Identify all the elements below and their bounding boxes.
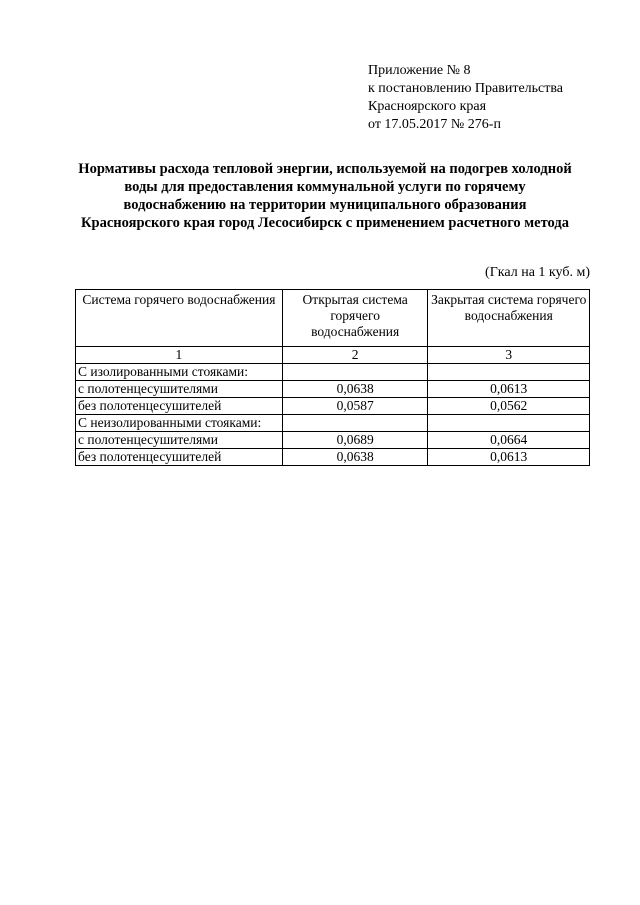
row-label: С изолированными стояками: (76, 364, 283, 381)
closed-value: 0,0664 (428, 432, 590, 449)
table-row (76, 432, 590, 449)
norms-table (75, 289, 590, 466)
row-label: С неизолированными стояками: (76, 415, 283, 432)
column-number: 1 (76, 347, 283, 364)
row-label: без полотенцесушителей (76, 449, 283, 466)
table-header-row (76, 290, 590, 347)
closed-value: 0,0613 (428, 381, 590, 398)
unit-label: (Гкал на 1 куб. м) (485, 265, 590, 280)
row-label: с полотенцесушителями (76, 432, 283, 449)
header-closed-system: Закрытая система горячего водоснабжения (428, 290, 590, 347)
appendix-line: к постановлению Правительства (368, 81, 564, 96)
table-row (76, 381, 590, 398)
table-row (76, 449, 590, 466)
closed-value (428, 364, 590, 381)
table-row (76, 398, 590, 415)
open-value: 0,0638 (282, 449, 428, 466)
closed-value: 0,0562 (428, 398, 590, 415)
open-value: 0,0587 (282, 398, 428, 415)
appendix-line: Приложение № 8 (368, 63, 471, 78)
column-number: 2 (282, 347, 428, 364)
document-title (60, 160, 590, 232)
appendix-line: от 17.05.2017 № 276-п (368, 117, 501, 132)
title-line: водоснабжению на территории муниципального образования (123, 197, 527, 213)
header-system: Система горячего водоснабжения (76, 290, 283, 347)
appendix-block (368, 62, 563, 134)
table-row (76, 415, 590, 432)
row-label: с полотенцесушителями (76, 381, 283, 398)
closed-value (428, 415, 590, 432)
title-line: воды для предоставления коммунальной услуги по горячему (124, 179, 526, 195)
table-row (76, 364, 590, 381)
appendix-line: Красноярского края (368, 99, 487, 114)
column-number: 3 (428, 347, 590, 364)
header-open-system: Открытая система горячего водоснабжения (282, 290, 428, 347)
closed-value: 0,0613 (428, 449, 590, 466)
table-number-row (76, 347, 590, 364)
title-line: Нормативы расхода тепловой энергии, используемой на подогрев холодной (78, 161, 572, 177)
open-value: 0,0638 (282, 381, 428, 398)
open-value (282, 364, 428, 381)
open-value: 0,0689 (282, 432, 428, 449)
open-value (282, 415, 428, 432)
title-line: Красноярского края город Лесосибирск с применением расчетного метода (81, 215, 569, 231)
row-label: без полотенцесушителей (76, 398, 283, 415)
